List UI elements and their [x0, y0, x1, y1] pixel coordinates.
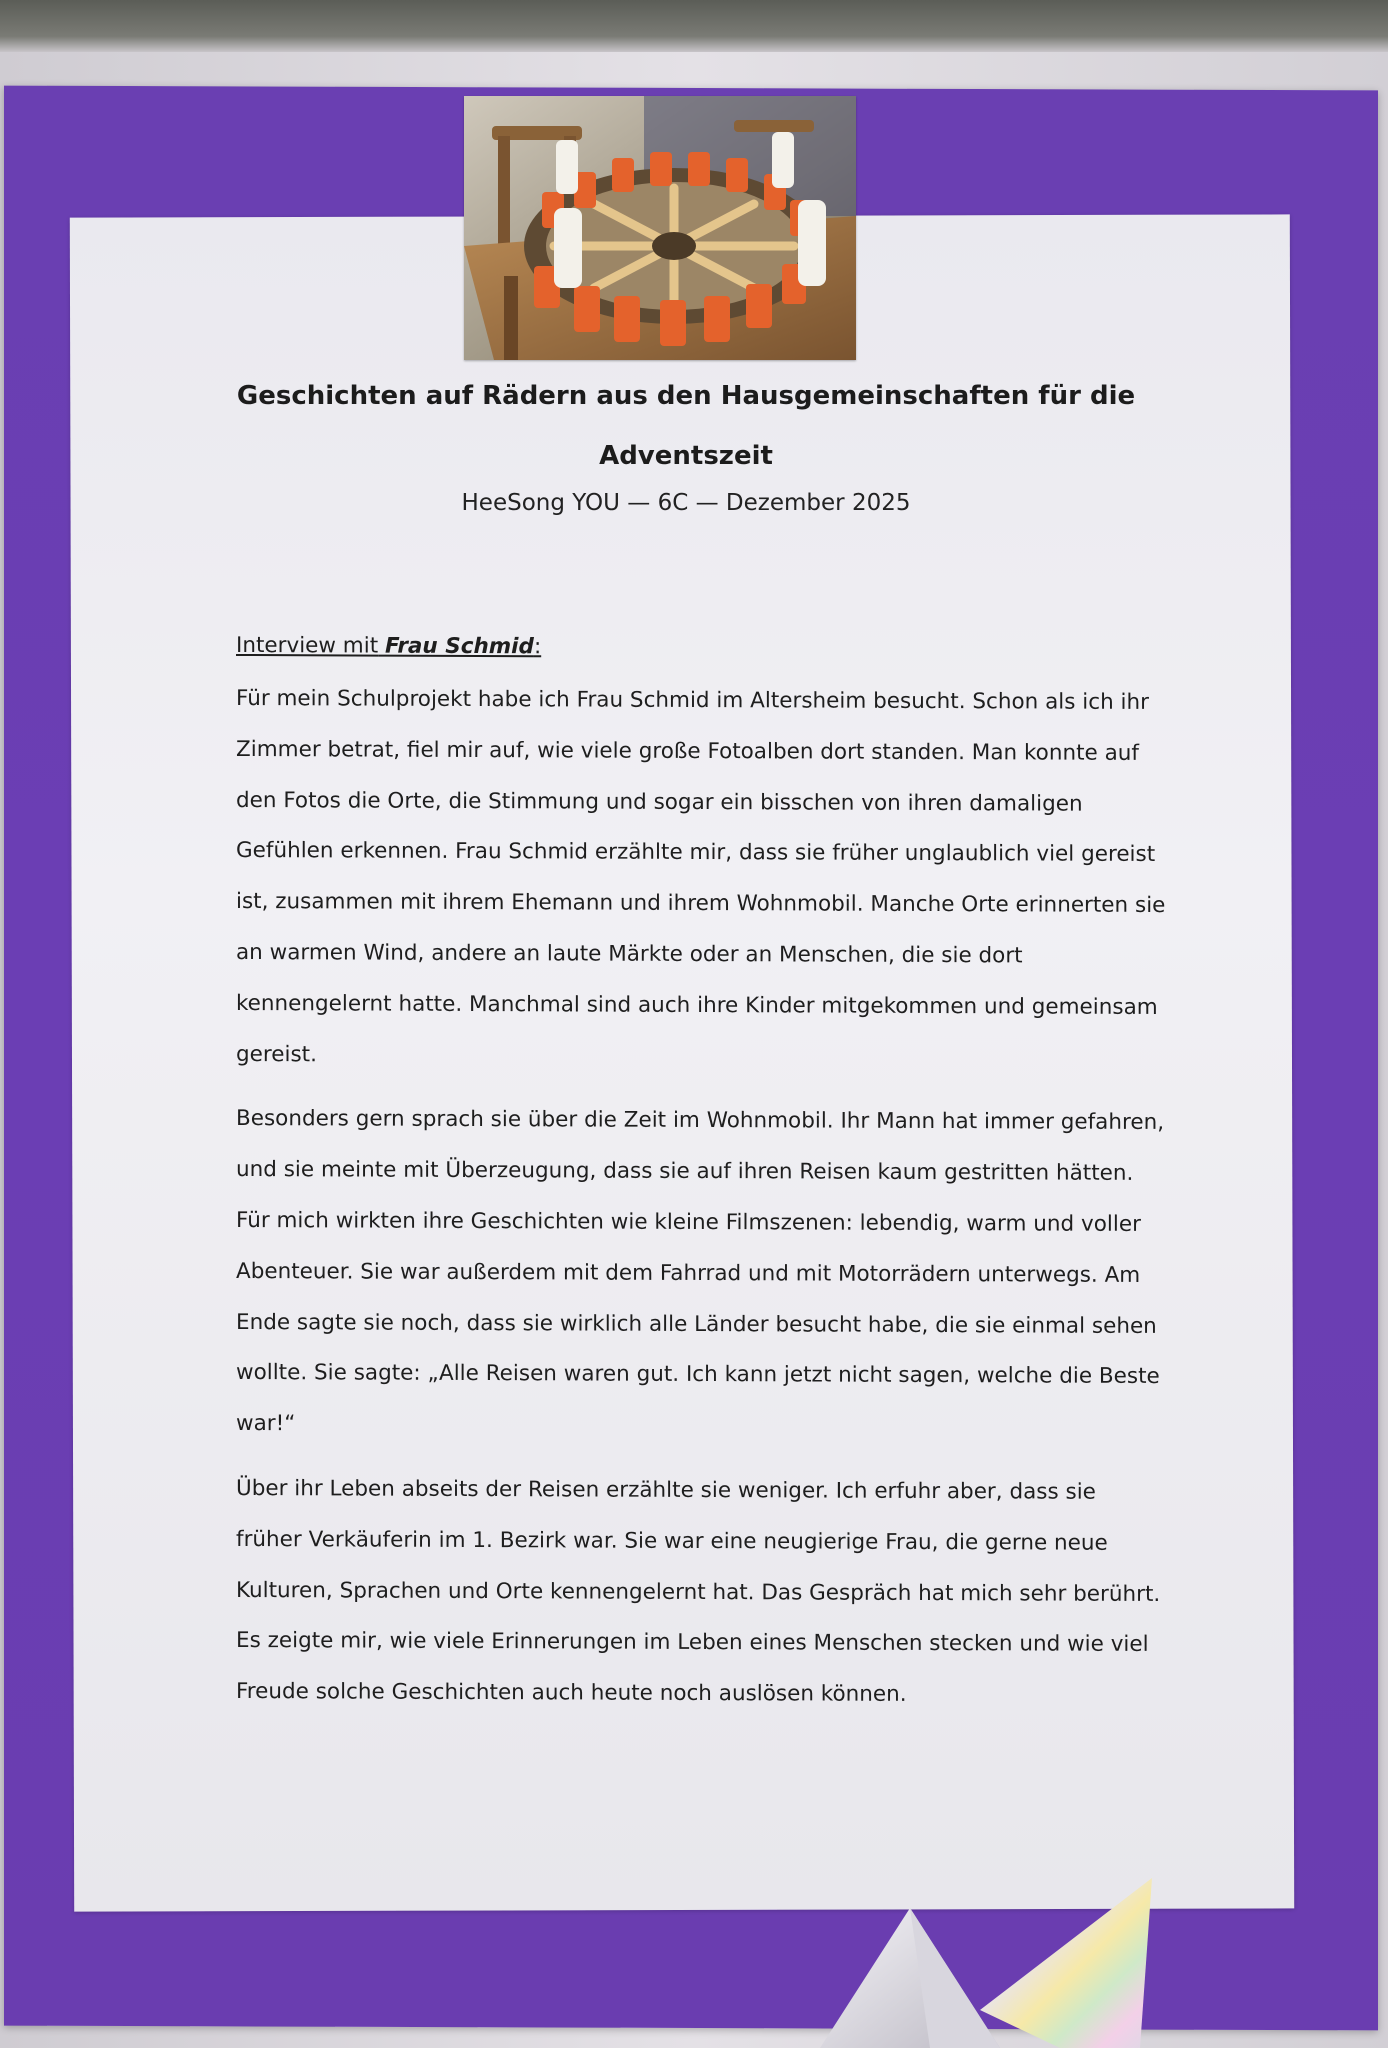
- article-body: [236, 626, 1166, 1736]
- interview-name: Frau Schmid: [385, 633, 534, 660]
- paragraph-1: Für mein Schulprojekt habe ich Frau Schmid im Altersheim besucht. Schon als ich ihr Zimmer betrat, fiel mir auf, wie viele große Fotoalben dort standen. Man konnte auf den Fotos die Orte, die Stimmung und sogar ein bisschen von ihren damaligen Gefühlen erkennen. Frau Schmid erzählte mir, dass sie früher unglaublich viel gereist ist, zusammen mit ihrem Ehemann und ihrem Wohnmobil. Manche Orte erinnerten sie an warmen Wind, andere an laute Märkte oder an Menschen, die sie dort kennengelernt hatte. Manchmal sind auch ihre Kinder mitgekommen und gemeinsam gereist.: [236, 685, 1166, 1067]
- interview-colon: :: [533, 634, 542, 660]
- holographic-star-icon: [800, 1870, 1160, 2048]
- wall-top: [0, 0, 1388, 52]
- byline: HeeSong YOU — 6C — Dezember 2025: [461, 490, 911, 516]
- paragraph-3: Über ihr Leben abseits der Reisen erzählte sie weniger. Ich erfuhr aber, dass sie früher Verkäuferin im 1. Bezirk war. Sie war eine neugierige Frau, die gerne neue Kulturen, Sprachen und Orte kennengelernt hat. Das Gespräch hat mich sehr berührt. Es zeigte mir, wie viele Erinnerungen im Leben eines Menschen stecken und wie viel Freude solche Geschichten auch heute noch auslösen können.: [236, 1475, 1161, 1708]
- poster-title: [186, 366, 1186, 486]
- interview-prefix: Interview mit: [236, 632, 379, 659]
- advent-wreath-photo: [464, 96, 856, 360]
- wagon-wheel-icon: [464, 96, 856, 360]
- title-line-1: Geschichten auf Rädern aus den Hausgemeinschaften für die: [236, 381, 1136, 411]
- interview-heading: [236, 626, 1166, 670]
- title-line-2: Adventszeit: [599, 441, 773, 471]
- paragraph-2: Besonders gern sprach sie über die Zeit im Wohnmobil. Ihr Mann hat immer gefahren, und sie meinte mit Überzeugung, dass sie auf ihren Reisen kaum gestritten hätten. Für mich wirkten ihre Geschichten wie kleine Filmszenen: lebendig, warm und voller Abenteuer. Sie war außerdem mit dem Fahrrad und mit Motorrädern unterwegs. Am Ende sagte sie noch, dass sie wirklich alle Länder besucht habe, die sie einmal sehen wollte. Sie sagte: „Alle Reisen waren gut. Ich kann jetzt nicht sagen, welche die Beste war!“: [236, 1106, 1165, 1437]
